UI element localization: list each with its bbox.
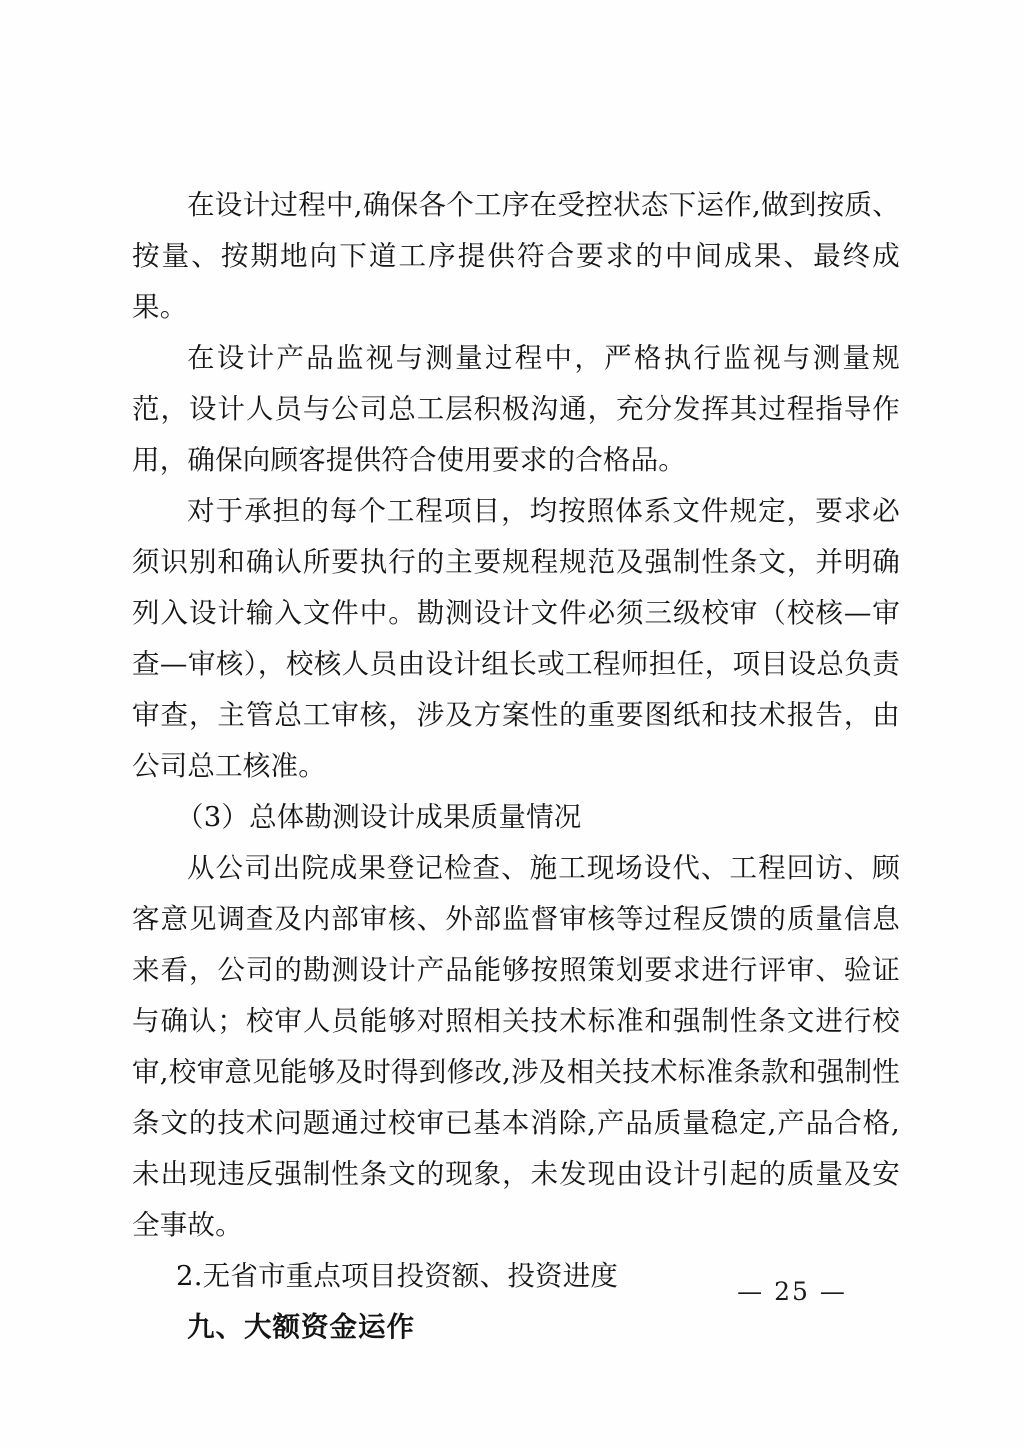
paragraph-project-review: 对于承担的每个工程项目，均按照体系文件规定，要求必须识别和确认所要执行的主要规程规范及强制性条文，并明确列入设计输入文件中。勘测设计文件必须三级校审（校核—审查—审核），校核人员由设计组长或工程师担任，项目设总负责审查，主管总工审核，涉及方案性的重要图纸和技术报告，由公司总工核准。 <box>132 495 900 782</box>
paragraph-item-2: 2.无省市重点项目投资额、投资进度 <box>176 1260 619 1292</box>
paragraph-monitoring-measurement: 在设计产品监视与测量过程中，严格执行监视与测量规范，设计人员与公司总工层积极沟通，充分发挥其过程指导作用，确保向顾客提供符合使用要求的合格品。 <box>132 342 900 476</box>
page-footer <box>0 1277 1024 1306</box>
page-number: — 25 — <box>737 1277 847 1306</box>
paragraph-section-3-title: （3）总体勘测设计成果质量情况 <box>176 801 582 833</box>
paragraph-quality-feedback: 从公司出院成果登记检查、施工现场设代、工程回访、顾客意见调查及内部审核、外部监督审核等过程反馈的质量信息来看，公司的勘测设计产品能够按照策划要求进行评审、验证与确认；校审人员能够对照相关技术标准和强制性条文进行校审,校审意见能够及时得到修改,涉及相关技术标准条款和强制性条文的技术问题通过校审已基本消除,产品质量稳定,产品合格,未出现违反强制性条文的现象，未发现由设计引起的质量及安全事故。 <box>132 852 900 1241</box>
paragraph-design-process: 在设计过程中,确保各个工序在受控状态下运作,做到按质、按量、按期地向下道工序提供符合要求的中间成果、最终成果。 <box>132 189 900 323</box>
document-body <box>132 180 900 1353</box>
heading-section-nine: 九、大额资金运作 <box>187 1311 415 1343</box>
